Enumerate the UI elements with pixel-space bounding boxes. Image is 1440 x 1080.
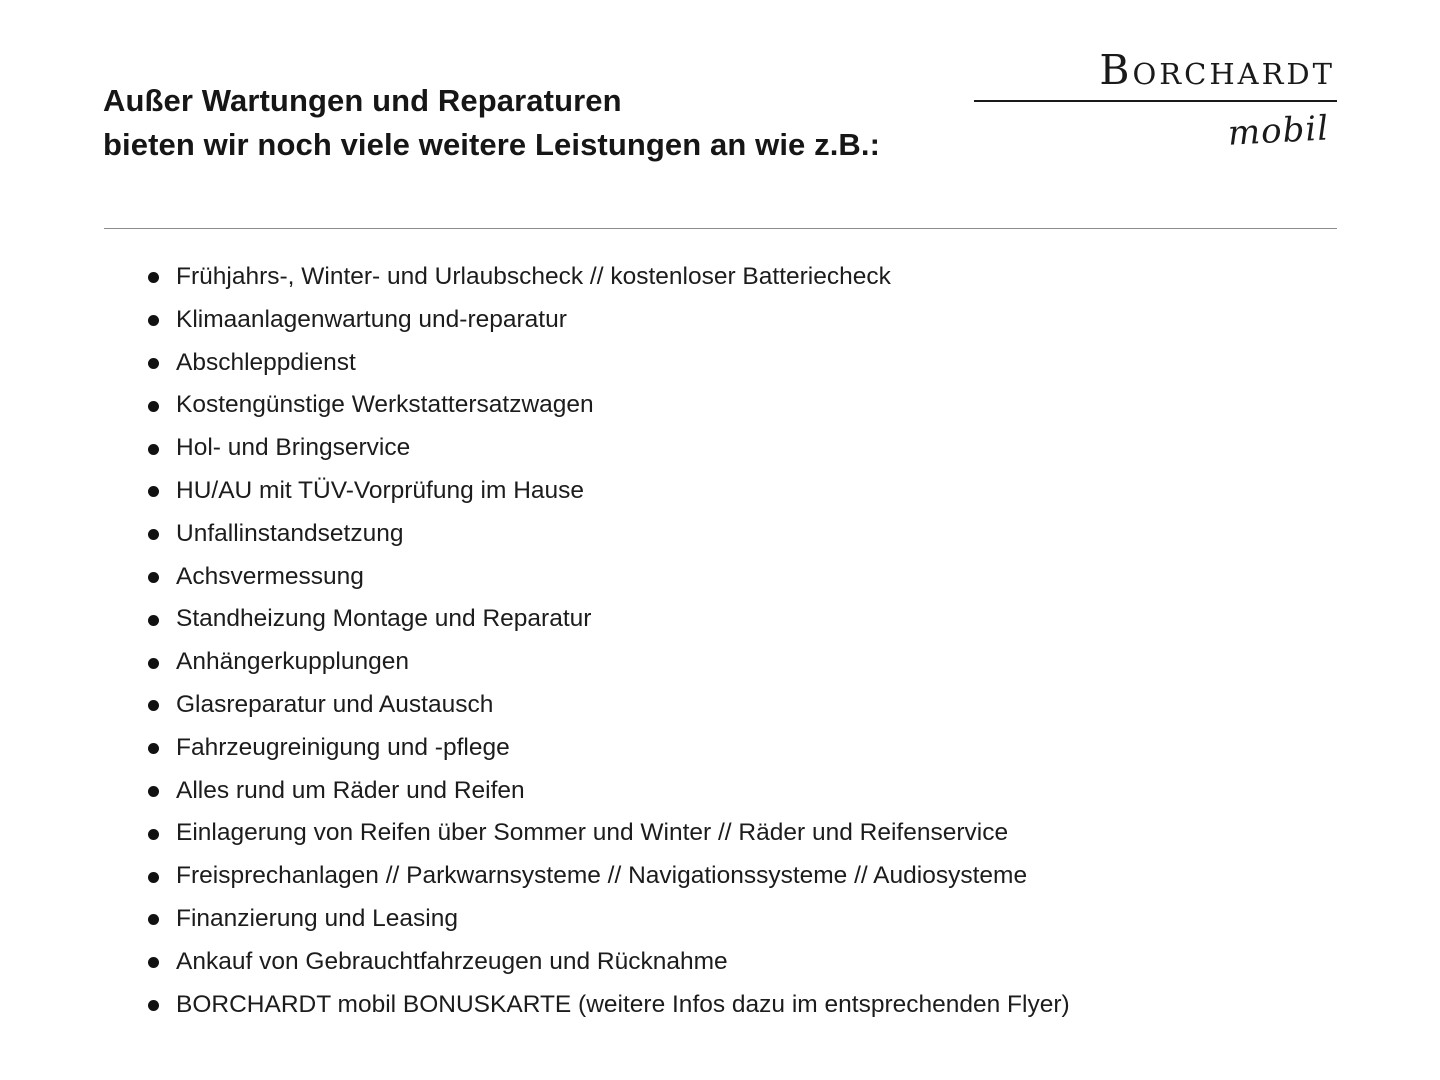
list-item-label: Klimaanlagenwartung und-reparatur [176, 305, 567, 333]
logo-subtitle: mobil [1226, 108, 1331, 154]
list-item [140, 641, 1380, 684]
list-item-label: Kostengünstige Werkstattersatzwagen [176, 391, 594, 419]
list-item-label: Fahrzeugreinigung und -pflege [176, 733, 510, 761]
logo-underline-rule [974, 100, 1337, 102]
bullet-icon [148, 743, 159, 754]
borchardt-logo [965, 46, 1337, 185]
list-item [140, 770, 1380, 813]
list-item-label: Achsvermessung [176, 562, 364, 590]
list-item-label: Alles rund um Räder und Reifen [176, 776, 525, 804]
header-divider [104, 228, 1337, 229]
slide-header [103, 46, 1337, 208]
list-item-label: Abschleppdienst [176, 348, 356, 376]
bullet-icon [148, 272, 159, 283]
list-item [140, 427, 1380, 470]
list-item [140, 684, 1380, 727]
list-item-label: Einlagerung von Reifen über Sommer und Winter // Räder und Reifenservice [176, 819, 1009, 847]
bullet-icon [148, 957, 159, 968]
page-title-line-1: Außer Wartungen und Reparaturen [103, 82, 622, 118]
list-item-label: Anhängerkupplungen [176, 648, 409, 676]
list-item-label: Finanzierung und Leasing [176, 904, 458, 932]
bullet-icon [148, 572, 159, 583]
bullet-icon [148, 658, 159, 669]
bullet-icon [148, 444, 159, 455]
list-item [140, 556, 1380, 599]
list-item [140, 727, 1380, 770]
list-item [140, 384, 1380, 427]
bullet-icon [148, 872, 159, 883]
list-item [140, 299, 1380, 342]
bullet-icon [148, 615, 159, 626]
bullet-icon [148, 829, 159, 840]
list-item [140, 812, 1380, 855]
list-item-label: Freisprechanlagen // Parkwarnsysteme // Navigationssysteme // Audiosysteme [176, 862, 1028, 890]
list-item-label: HU/AU mit TÜV-Vorprüfung im Hause [176, 476, 585, 504]
list-item [140, 984, 1380, 1027]
list-item [140, 941, 1380, 984]
page-title [103, 79, 983, 167]
list-item-label: Unfallinstandsetzung [176, 519, 404, 547]
page-title-line-2: bieten wir noch viele weitere Leistungen an wie z.B.: [103, 126, 881, 162]
list-item [140, 342, 1380, 385]
bullet-icon [148, 700, 159, 711]
list-item-label: Hol- und Bringservice [176, 434, 411, 462]
list-item [140, 470, 1380, 513]
services-list [140, 256, 1380, 1026]
list-item-label: Frühjahrs-, Winter- und Urlaubscheck // kostenloser Batteriecheck [176, 263, 891, 290]
list-item [140, 513, 1380, 556]
list-item-label: Standheizung Montage und Reparatur [176, 605, 592, 633]
list-item [140, 598, 1380, 641]
bullet-icon [148, 486, 159, 497]
bullet-icon [148, 358, 159, 369]
bullet-icon [148, 1000, 159, 1011]
bullet-icon [148, 315, 159, 326]
list-item [140, 855, 1380, 898]
list-item-label: Ankauf von Gebrauchtfahrzeugen und Rücknahme [176, 947, 728, 975]
list-item [140, 256, 1380, 299]
bullet-icon [148, 786, 159, 797]
logo-wordmark: Borchardt [1099, 46, 1335, 94]
bullet-icon [148, 401, 159, 412]
bullet-icon [148, 914, 159, 925]
bullet-icon [148, 529, 159, 540]
list-item [140, 898, 1380, 941]
list-item-label: Glasreparatur und Austausch [176, 690, 494, 718]
list-item-label: BORCHARDT mobil BONUSKARTE (weitere Infos dazu im entsprechenden Flyer) [176, 990, 1070, 1018]
